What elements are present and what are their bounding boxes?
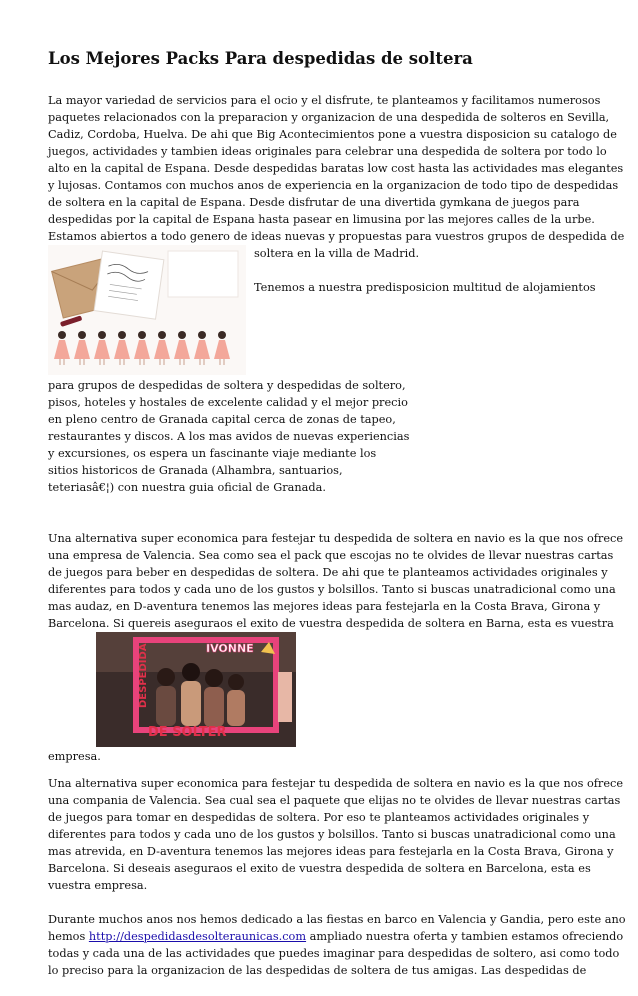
text-line: para grupos de despedidas de soltera y despedidas de soltero, (48, 379, 406, 392)
text-line: mas audaz, en D-aventura tenemos las mejores ideas para festejarla en la Costa Brava, Girona y (48, 600, 601, 613)
paper-doll-head (78, 331, 86, 339)
text-line: en pleno centro de Granada capital cerca de zonas de tapeo, (48, 413, 396, 426)
text-line: juegos, actividades y tambien ideas originales para celebrar una despedida de soltera por todo lo (48, 145, 607, 158)
invitation-card-icon (94, 251, 164, 319)
paper-doll-head (138, 331, 146, 339)
text-line: despedidas por la capital de Espana hasta pasear en limusina por las mejores calles de la urbe. (48, 213, 595, 226)
paper-doll-head (198, 331, 206, 339)
svg-text:DE SOLTER: DE SOLTER (148, 725, 227, 740)
card-icon (168, 251, 238, 297)
text-line: restaurantes y discos. A los mas avidos de nuevas experiencias (48, 430, 410, 443)
paper-doll-head (158, 331, 166, 339)
text-line: soltera en la villa de Madrid. (254, 247, 420, 260)
text-line: y excursiones, os espera un fascinante viaje mediante los (48, 447, 377, 460)
text-line: una compania de Valencia. Sea cual sea el paquete que elijas no te olvides de llevar nuestras cartas (48, 794, 621, 807)
text-line: La mayor variedad de servicios para el ocio y el disfrute, te planteamos y facilitamos numerosos (48, 94, 601, 107)
text-fragment: hemos (48, 930, 89, 943)
accommodation-paragraph-end (48, 479, 596, 496)
page-title: Los Mejores Packs Para despedidas de soltera (48, 49, 473, 68)
paper-doll-head (58, 331, 66, 339)
text-line: lo preciso para la organizacion de las despedidas de soltera de tus amigas. Las despedidas de (48, 964, 587, 977)
side-figure-icon (278, 672, 292, 722)
paper-doll-head (178, 331, 186, 339)
invitation-cards-image (48, 245, 246, 375)
text-line: Estamos abiertos a todo genero de ideas nuevas y propuestas para vuestros grupos de despedida de (48, 230, 625, 243)
text-line: alto en la capital de Espana. Desde despedidas baratas low cost hasta las actividades mas elegantes (48, 162, 624, 175)
text-line: de juegos para beber en despedidas de soltera. De ahi que te planteamos actividades originales y (48, 566, 608, 579)
company-paragraph (48, 775, 624, 894)
text-line: diferentes para todos y cada uno de los gustos y bolsillos. Tanto si buscas unatradicional como una (48, 828, 616, 841)
text-line: de juegos para tomar en despedidas de soltera. Por eso te planteamos actividades originales y (48, 811, 590, 824)
valencia-paragraph-end (48, 748, 596, 765)
text-line: y lujosas. Contamos con muchos anos de experiencia en la organizacion de todo tipo de despedidas (48, 179, 619, 192)
text-line: teteriasâ€¦) con nuestra guia oficial de Granada. (48, 481, 326, 494)
text-line: vuestra empresa. (48, 879, 148, 892)
text-line: Una alternativa super economica para festejar tu despedida de soltera en navio es la que nos ofrece (48, 532, 624, 545)
bachelorette-party-photo (96, 632, 296, 747)
svg-text:DESPEDIDA: DESPEDIDA (138, 643, 149, 708)
paper-doll-head (98, 331, 106, 339)
intro-paragraph (48, 92, 625, 245)
text-line: Barcelona. Si deseais aseguraos el exito de vuestra despedida de soltera en Barcelona, esta es (48, 862, 591, 875)
text-line: de soltera en la capital de Espana. Desde disfrutar de una divertida gymkana de juegos para (48, 196, 580, 209)
text-line: empresa. (48, 750, 101, 763)
text-line: Una alternativa super economica para festejar tu despedida de soltera en navio es la que nos ofrece (48, 777, 624, 790)
valencia-paragraph (48, 530, 624, 632)
paper-doll-head (218, 331, 226, 339)
text-fragment: ampliado nuestra oferta y tambien estamos ofreciendo (306, 930, 624, 943)
despedidas-link[interactable]: http://despedidasdesolteraunicas.com (88, 930, 307, 943)
text-line: todas y cada una de las actividades que puedes imaginar para despedidas de soltero, asi como todo (48, 947, 620, 960)
svg-text:IVONNE: IVONNE (206, 642, 254, 655)
text-line: diferentes para todos y cada uno de los gustos y bolsillos. Tanto si buscas unatradicional como una (48, 583, 616, 596)
text-line (48, 930, 623, 943)
text-line: sitios historicos de Granada (Alhambra, santuarios, (48, 464, 343, 477)
boat-parties-paragraph (48, 911, 626, 979)
document-page (48, 48, 626, 996)
text-line: una empresa de Valencia. Sea como sea el pack que escojas no te olvides de llevar nuestras cartas (48, 549, 614, 562)
text-line: Durante muchos anos nos hemos dedicado a las fiestas en barco en Valencia y Gandia, pero este ano (48, 913, 626, 926)
text-line: Barcelona. Si quereis aseguraos el exito de vuestra despedida de soltera en Barna, esta es vuestra (48, 617, 614, 630)
text-line: Cadiz, Cordoba, Huelva. De ahi que Big Acontecimientos pone a vuestra disposicion su catalogo de (48, 128, 617, 141)
text-line: paquetes relacionados con la preparacion y organizacion de una despedida de solteros en Sevilla, (48, 111, 610, 124)
text-line: Tenemos a nuestra predisposicion multitud de alojamientos (254, 281, 596, 294)
paper-doll-head (118, 331, 126, 339)
text-line: mas atrevida, en D-aventura tenemos las mejores ideas para festejarla en la Costa Brava, Girona y (48, 845, 614, 858)
text-line: pisos, hoteles y hostales de excelente calidad y el mejor precio (48, 396, 408, 409)
